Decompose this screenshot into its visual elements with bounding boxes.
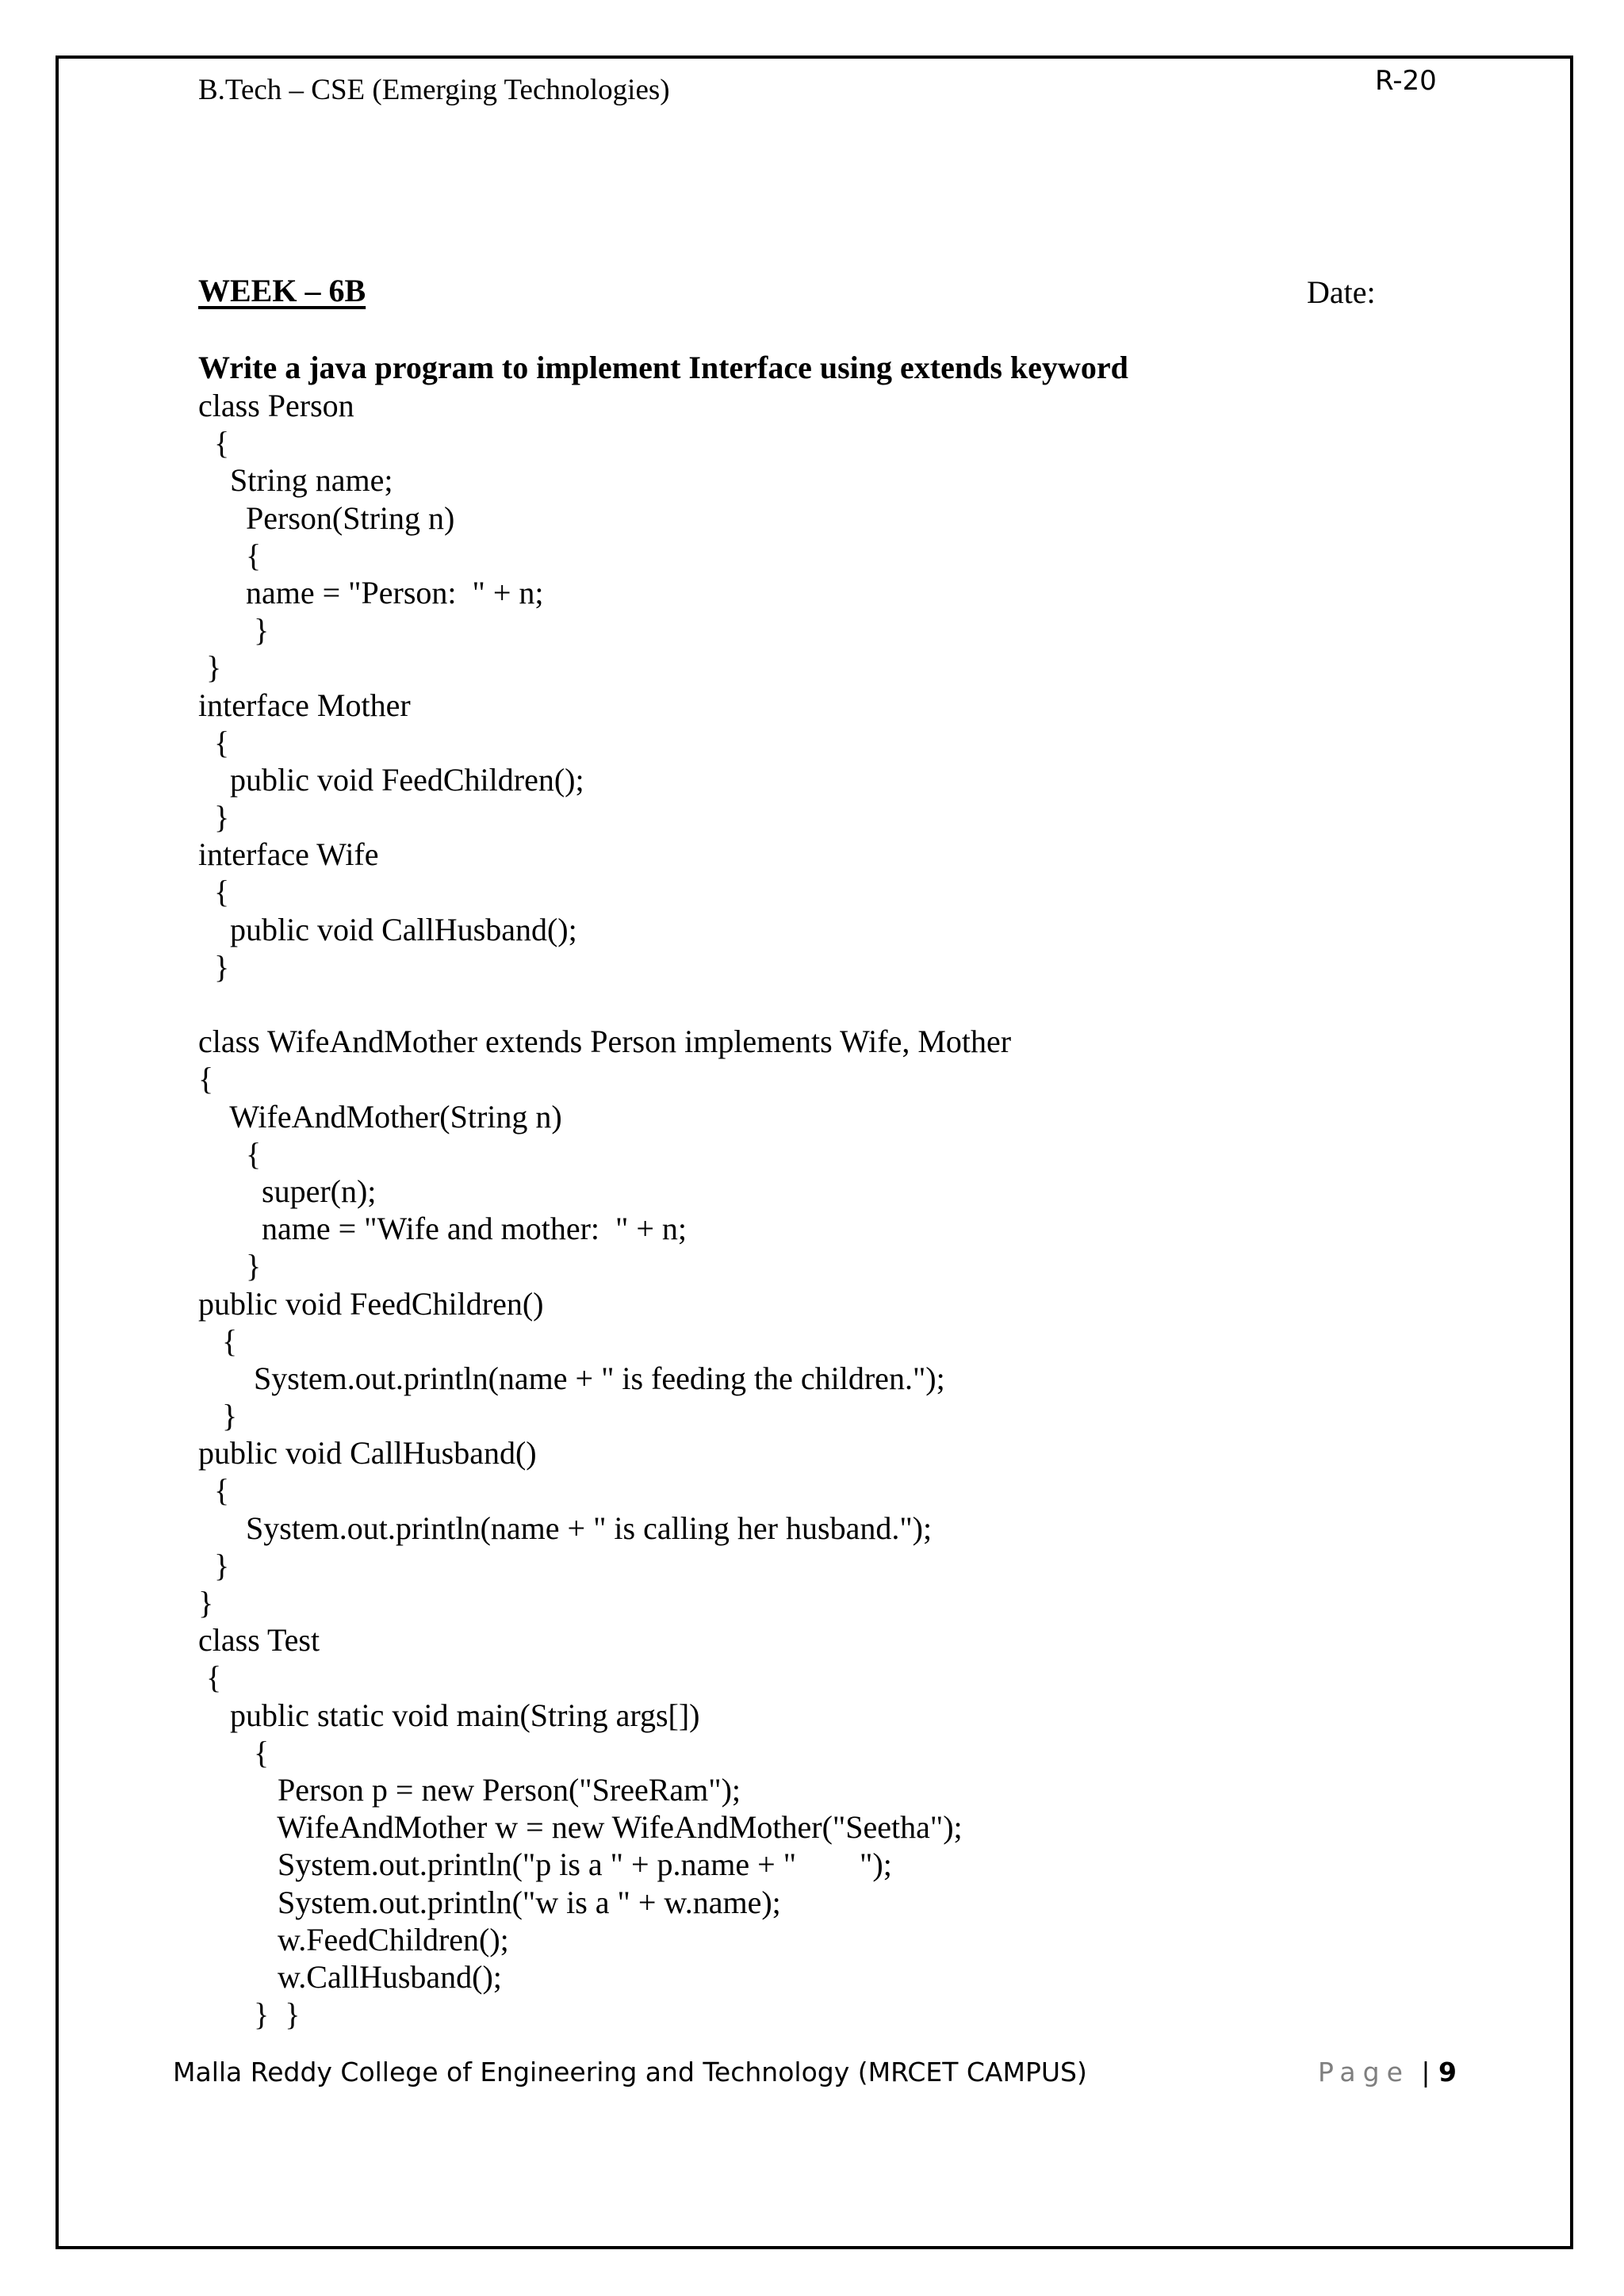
page-label: Page xyxy=(1318,2057,1410,2087)
code-line: { xyxy=(198,1734,270,1770)
code-line: { xyxy=(198,1659,222,1696)
code-line: interface Mother xyxy=(198,687,411,723)
code-line: { xyxy=(198,874,230,910)
page-number: 9 xyxy=(1438,2057,1457,2087)
code-line: System.out.println("w is a " + w.name); xyxy=(198,1884,781,1920)
code-line: } xyxy=(198,1585,214,1621)
week-title: WEEK – 6B xyxy=(198,273,366,308)
code-line: String name; xyxy=(198,462,393,499)
code-line: interface Wife xyxy=(198,836,379,873)
code-line: } xyxy=(198,1398,238,1434)
code-line: Person p = new Person("SreeRam"); xyxy=(198,1771,741,1808)
code-line: } xyxy=(198,1248,262,1284)
code-line: public static void main(String args[]) xyxy=(198,1697,700,1733)
code-line: WifeAndMother w = new WifeAndMother("Seetha"); xyxy=(198,1809,963,1846)
code-line: } } xyxy=(198,1996,301,2033)
page-separator: | xyxy=(1421,2057,1431,2087)
date-label: Date: xyxy=(1307,274,1376,310)
course-header: B.Tech – CSE (Emerging Technologies) xyxy=(198,74,670,106)
code-line: name = "Wife and mother: " + n; xyxy=(198,1211,688,1247)
code-line: { xyxy=(198,1135,262,1172)
code-line: class Person xyxy=(198,388,354,423)
code-line: System.out.println("p is a " + p.name + " "); xyxy=(198,1846,892,1883)
code-line: } xyxy=(198,799,230,836)
code-line: { xyxy=(198,724,230,760)
code-line: { xyxy=(198,1061,214,1097)
page-indicator xyxy=(1318,2057,1457,2087)
code-line: super(n); xyxy=(198,1173,377,1209)
code-line: name = "Person: " + n; xyxy=(198,574,544,610)
regulation-label: R-20 xyxy=(1375,65,1437,97)
code-line: Person(String n) xyxy=(198,499,455,536)
code-line: class WifeAndMother extends Person implements Wife, Mother xyxy=(198,1024,1012,1060)
code-line: { xyxy=(198,425,230,461)
code-line: WifeAndMother(String n) xyxy=(198,1098,562,1135)
code-line: { xyxy=(198,1472,230,1509)
code-line: public void CallHusband(); xyxy=(198,911,577,947)
code-line: } xyxy=(198,1547,230,1583)
code-line: } xyxy=(198,649,222,686)
code-line: w.CallHusband(); xyxy=(198,1958,502,1995)
code-line: { xyxy=(198,537,262,573)
code-line: } xyxy=(198,612,270,649)
footer-institution: Malla Reddy College of Engineering and Technology (MRCET CAMPUS) xyxy=(173,2057,1087,2087)
code-line: { xyxy=(198,1322,238,1359)
code-line: System.out.println(name + " is calling her husband."); xyxy=(198,1510,933,1546)
code-line: public void CallHusband() xyxy=(198,1435,537,1471)
code-line: w.FeedChildren(); xyxy=(198,1921,509,1957)
code-line xyxy=(198,985,1011,1023)
code-line: public void FeedChildren(); xyxy=(198,761,584,798)
code-listing xyxy=(198,387,1011,2033)
code-line: class Test xyxy=(198,1622,320,1659)
code-line: System.out.println(name + " is feeding the children."); xyxy=(198,1360,945,1396)
code-line: } xyxy=(198,948,230,985)
task-statement: Write a java program to implement Interface using extends keyword xyxy=(198,350,1128,385)
code-line: public void FeedChildren() xyxy=(198,1285,544,1322)
